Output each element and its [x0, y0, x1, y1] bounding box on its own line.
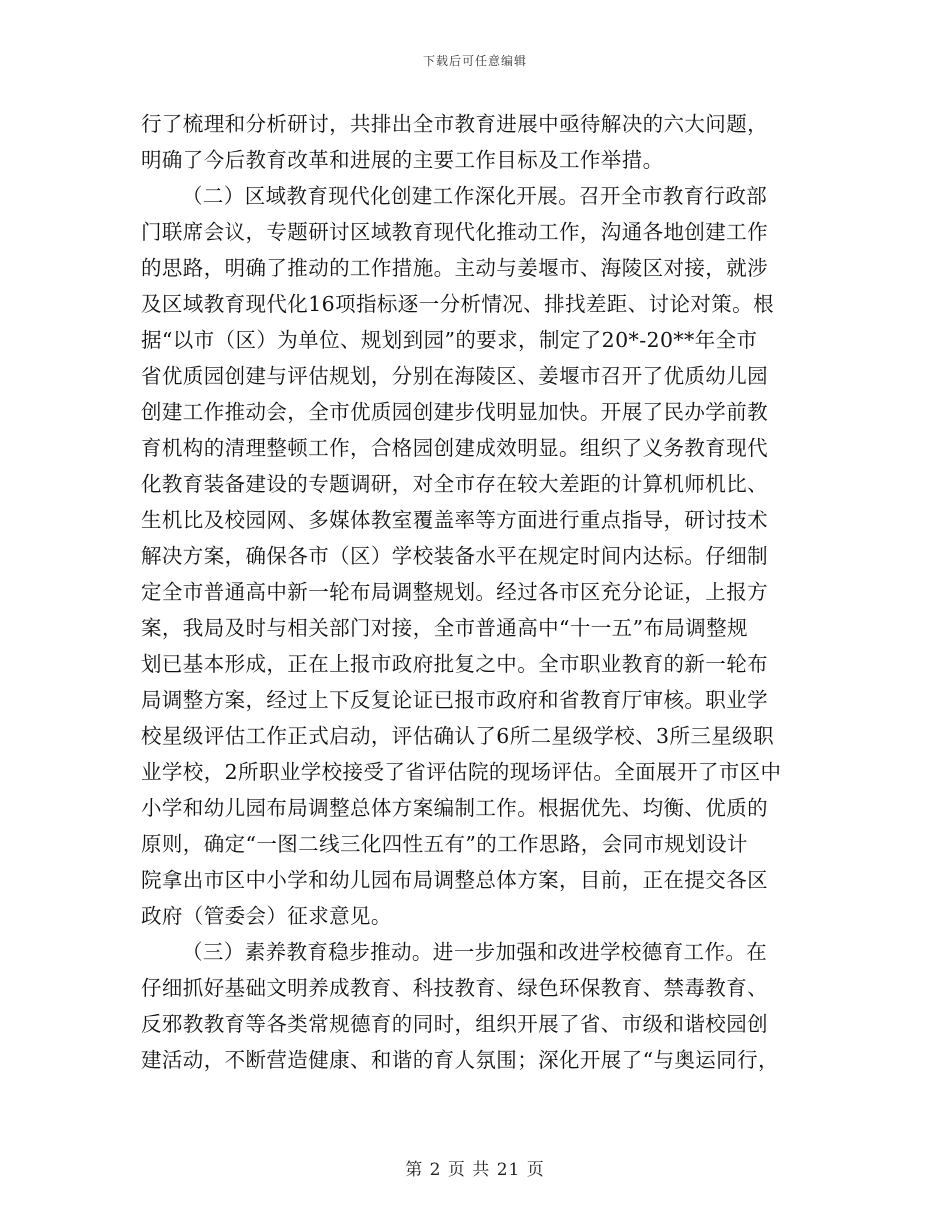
text-line: 政府（管委会）征求意见。 [141, 904, 392, 928]
text-line: 原则，确定“一图二线三化四性五有”的工作思路，会同市规划设计 [141, 832, 748, 856]
text-line: 定全市普通高中新一轮布局调整规划。经过各市区充分论证，上报方 [141, 580, 768, 604]
text-line: 行了梳理和分析研讨，共排出全市教育进展中亟待解决的六大问题， [141, 112, 768, 136]
text-line: 仔细抓好基础文明养成教育、科技教育、绿色环保教育、禁毒教育、 [141, 976, 768, 1000]
text-line: 据“以市（区）为单位、规划到园”的要求，制定了20*-20**年全市 [141, 328, 758, 352]
text-line: 建活动，不断营造健康、和谐的育人氛围；深化开展了“与奥运同行， [141, 1048, 779, 1072]
text-line: 育机构的清理整顿工作，合格园创建成效明显。组织了义务教育现代 [141, 436, 768, 460]
paragraph-first-line: （二）区域教育现代化创建工作深化开展。召开全市教育行政部 [182, 184, 768, 208]
page-number-footer: 第 2 页 共 21 页 [405, 1160, 545, 1180]
document-body [141, 106, 811, 1078]
text-line: 案，我局及时与相关部门对接，全市普通高中“十一五”布局调整规 [141, 616, 748, 640]
paragraph-first-line: （三）素养教育稳步推动。进一步加强和改进学校德育工作。在 [182, 940, 768, 964]
text-line: 划已基本形成，正在上报市政府批复之中。全市职业教育的新一轮布 [141, 652, 768, 676]
text-line: 门联席会议，专题研讨区域教育现代化推动工作，沟通各地创建工作 [141, 220, 768, 244]
text-line: 的思路，明确了推动的工作措施。主动与姜堰市、海陵区对接，就涉 [141, 256, 768, 280]
text-line: 明确了今后教育改革和进展的主要工作目标及工作举措。 [141, 148, 664, 172]
text-line: 小学和幼儿园布局调整总体方案编制工作。根据优先、均衡、优质的 [141, 796, 768, 820]
page-header-note: 下载后可任意编辑 [422, 54, 527, 68]
text-line: 校星级评估工作正式启动，评估确认了6所二星级学校、3所三星级职 [141, 724, 774, 748]
text-line: 解决方案，确保各市（区）学校装备水平在规定时间内达标。仔细制 [141, 544, 768, 568]
text-line: 创建工作推动会，全市优质园创建步伐明显加快。开展了民办学前教 [141, 400, 768, 424]
text-line: 院拿出市区中小学和幼儿园布局调整总体方案，目前，正在提交各区 [141, 868, 768, 892]
text-line: 局调整方案，经过上下反复论证已报市政府和省教育厅审核。职业学 [141, 688, 768, 712]
text-line: 省优质园创建与评估规划，分别在海陵区、姜堰市召开了优质幼儿园 [141, 364, 768, 388]
text-line: 业学校，2所职业学校接受了省评估院的现场评估。全面展开了市区中 [141, 760, 782, 784]
text-line: 化教育装备建设的专题调研，对全市存在较大差距的计算机师机比、 [141, 472, 768, 496]
text-line: 及区域教育现代化16项指标逐一分析情况、排找差距、讨论对策。根 [141, 292, 774, 316]
text-line: 生机比及校园网、多媒体教室覆盖率等方面进行重点指导，研讨技术 [141, 508, 768, 532]
text-line: 反邪教教育等各类常规德育的同时，组织开展了省、市级和谐校园创 [141, 1012, 768, 1036]
